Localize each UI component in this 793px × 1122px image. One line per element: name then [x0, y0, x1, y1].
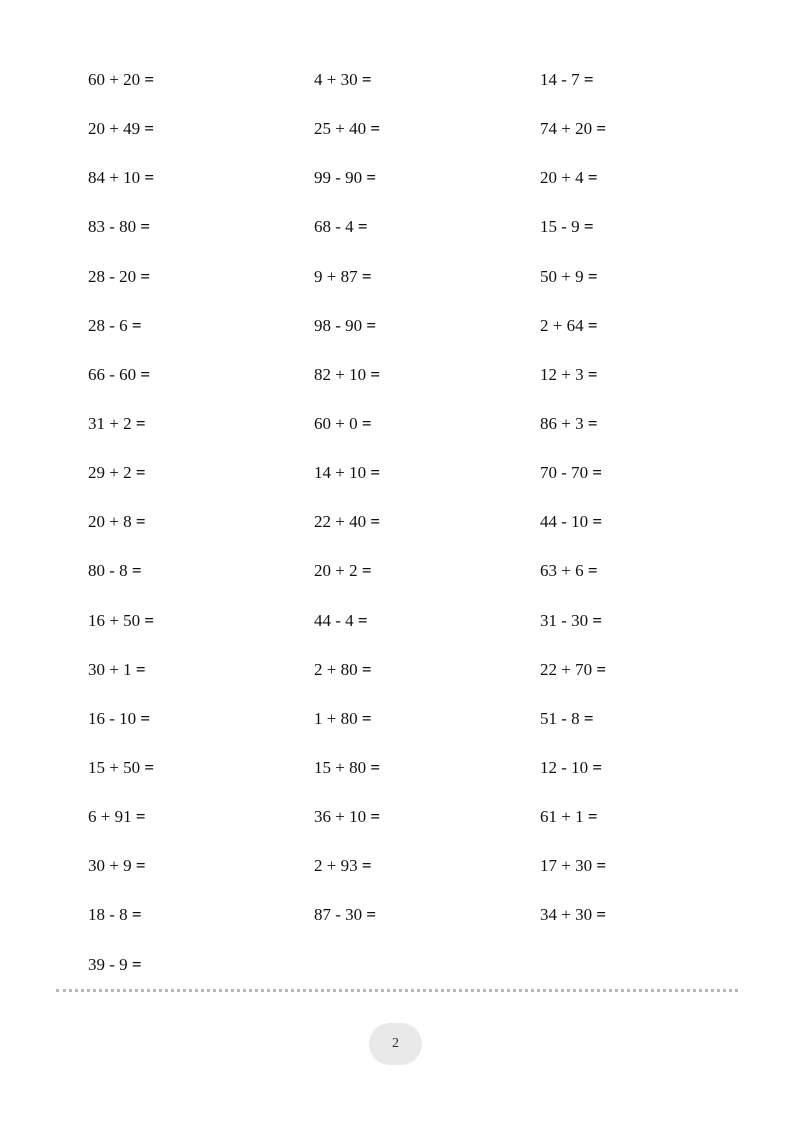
math-problem — [88, 461, 314, 510]
problem-expression: 12 - 10 — [540, 757, 589, 777]
problem-expression: 28 - 6 — [88, 315, 128, 335]
problem-expression: 39 - 9 — [88, 954, 128, 974]
problem-expression: 87 - 30 — [314, 905, 363, 925]
equals-sign: = — [144, 168, 155, 188]
math-problem — [314, 412, 540, 461]
equals-sign: = — [587, 315, 598, 335]
problem-expression: 20 + 4 — [540, 168, 584, 188]
equals-sign: = — [135, 807, 146, 827]
math-problem — [88, 658, 314, 707]
equals-sign: = — [361, 708, 372, 728]
math-problem — [314, 68, 540, 117]
math-problem — [314, 265, 540, 314]
equals-sign: = — [361, 659, 372, 679]
math-problem — [88, 559, 314, 608]
equals-sign: = — [370, 463, 381, 483]
math-problem — [314, 510, 540, 559]
math-problem — [314, 215, 540, 264]
problem-expression: 98 - 90 — [314, 315, 363, 335]
problem-expression: 31 - 30 — [540, 610, 589, 630]
math-problem — [88, 314, 314, 363]
equals-sign: = — [587, 168, 598, 188]
problem-expression: 2 + 93 — [314, 856, 358, 876]
equals-sign: = — [361, 413, 372, 433]
equals-sign: = — [596, 905, 607, 925]
equals-sign: = — [587, 807, 598, 827]
math-problem — [314, 805, 540, 854]
math-problem — [314, 363, 540, 412]
math-problem — [88, 903, 314, 952]
problem-expression: 74 + 20 — [540, 119, 593, 139]
math-problem — [314, 559, 540, 608]
problem-expression: 30 + 9 — [88, 856, 132, 876]
math-problem — [540, 658, 748, 707]
math-problem — [88, 953, 314, 1002]
math-problem — [540, 510, 748, 559]
problem-expression: 25 + 40 — [314, 119, 367, 139]
problem-expression: 22 + 40 — [314, 512, 367, 532]
math-problem — [540, 756, 748, 805]
problem-expression: 30 + 1 — [88, 659, 132, 679]
problem-expression: 15 - 9 — [540, 217, 580, 237]
equals-sign: = — [592, 610, 603, 630]
math-problem — [314, 854, 540, 903]
equals-sign: = — [131, 561, 142, 581]
math-problem — [314, 461, 540, 510]
equals-sign: = — [131, 905, 142, 925]
math-problem — [88, 707, 314, 756]
problem-expression: 50 + 9 — [540, 266, 584, 286]
equals-sign: = — [144, 70, 155, 89]
math-problem — [540, 559, 748, 608]
equals-sign: = — [140, 364, 151, 384]
math-problem — [314, 707, 540, 756]
equals-sign: = — [592, 463, 603, 483]
equals-sign: = — [357, 610, 368, 630]
problem-expression: 63 + 6 — [540, 561, 584, 581]
problem-expression: 82 + 10 — [314, 364, 367, 384]
problem-expression: 2 + 64 — [540, 315, 584, 335]
equals-sign: = — [140, 266, 151, 286]
page-number-badge: 2 — [369, 1023, 422, 1065]
problem-expression: 12 + 3 — [540, 364, 584, 384]
math-problem — [540, 68, 748, 117]
math-problem — [314, 314, 540, 363]
math-problem — [314, 903, 540, 952]
math-problem — [540, 314, 748, 363]
problem-expression: 83 - 80 — [88, 217, 137, 237]
math-problem — [540, 117, 748, 166]
problem-expression: 60 + 20 — [88, 70, 141, 89]
math-problem — [88, 215, 314, 264]
problem-expression: 20 + 2 — [314, 561, 358, 581]
equals-sign: = — [135, 856, 146, 876]
problem-expression: 80 - 8 — [88, 561, 128, 581]
math-problem — [88, 363, 314, 412]
problem-expression: 36 + 10 — [314, 807, 367, 827]
math-problem — [88, 265, 314, 314]
math-problem — [88, 805, 314, 854]
equals-sign: = — [361, 561, 372, 581]
problem-expression: 20 + 8 — [88, 512, 132, 532]
equals-sign: = — [587, 561, 598, 581]
equals-sign: = — [361, 266, 372, 286]
equals-sign: = — [583, 217, 594, 237]
equals-sign: = — [587, 266, 598, 286]
problem-expression: 17 + 30 — [540, 856, 593, 876]
math-problem — [88, 412, 314, 461]
problem-expression: 86 + 3 — [540, 413, 584, 433]
math-problem — [540, 707, 748, 756]
math-problem — [540, 412, 748, 461]
math-problem — [540, 609, 748, 658]
equals-sign: = — [596, 856, 607, 876]
equals-sign: = — [144, 610, 155, 630]
math-problem — [88, 117, 314, 166]
problem-grid — [88, 68, 748, 1002]
equals-sign: = — [135, 463, 146, 483]
math-problem — [88, 854, 314, 903]
equals-sign: = — [366, 905, 377, 925]
problem-expression: 28 - 20 — [88, 266, 137, 286]
problem-expression: 60 + 0 — [314, 413, 358, 433]
problem-expression: 68 - 4 — [314, 217, 354, 237]
equals-sign: = — [370, 807, 381, 827]
math-problem — [314, 609, 540, 658]
equals-sign: = — [583, 708, 594, 728]
problem-expression: 29 + 2 — [88, 463, 132, 483]
equals-sign: = — [144, 119, 155, 139]
problem-expression: 51 - 8 — [540, 708, 580, 728]
problem-expression: 6 + 91 — [88, 807, 132, 827]
equals-sign: = — [131, 954, 142, 974]
math-problem — [88, 166, 314, 215]
dotted-divider — [56, 989, 738, 992]
equals-sign: = — [144, 757, 155, 777]
problem-expression: 14 + 10 — [314, 463, 367, 483]
equals-sign: = — [366, 168, 377, 188]
equals-sign: = — [587, 413, 598, 433]
equals-sign: = — [370, 364, 381, 384]
problem-expression: 20 + 49 — [88, 119, 141, 139]
equals-sign: = — [587, 364, 598, 384]
equals-sign: = — [583, 70, 594, 89]
equals-sign: = — [596, 659, 607, 679]
problem-expression: 66 - 60 — [88, 364, 137, 384]
math-problem — [88, 510, 314, 559]
math-problem — [540, 215, 748, 264]
equals-sign: = — [592, 512, 603, 532]
problem-expression: 99 - 90 — [314, 168, 363, 188]
problem-expression: 4 + 30 — [314, 70, 358, 89]
problem-expression: 9 + 87 — [314, 266, 358, 286]
math-problem — [540, 363, 748, 412]
equals-sign: = — [370, 757, 381, 777]
math-problem — [314, 166, 540, 215]
problem-expression: 61 + 1 — [540, 807, 584, 827]
equals-sign: = — [370, 119, 381, 139]
problem-expression: 15 + 50 — [88, 757, 141, 777]
problem-expression: 44 - 4 — [314, 610, 354, 630]
math-problem — [540, 461, 748, 510]
problem-expression: 2 + 80 — [314, 659, 358, 679]
math-problem — [540, 265, 748, 314]
problem-expression: 84 + 10 — [88, 168, 141, 188]
equals-sign: = — [357, 217, 368, 237]
math-problem — [540, 903, 748, 952]
math-problem — [314, 756, 540, 805]
problem-expression: 44 - 10 — [540, 512, 589, 532]
math-problem — [540, 166, 748, 215]
problem-expression: 14 - 7 — [540, 70, 580, 89]
problem-expression: 16 + 50 — [88, 610, 141, 630]
equals-sign: = — [135, 512, 146, 532]
problem-expression: 15 + 80 — [314, 757, 367, 777]
math-problem — [540, 805, 748, 854]
equals-sign: = — [596, 119, 607, 139]
equals-sign: = — [131, 315, 142, 335]
equals-sign: = — [366, 315, 377, 335]
problem-expression: 22 + 70 — [540, 659, 593, 679]
math-problem — [88, 609, 314, 658]
math-problem — [540, 854, 748, 903]
equals-sign: = — [592, 757, 603, 777]
equals-sign: = — [370, 512, 381, 532]
math-problem — [88, 756, 314, 805]
problem-expression: 18 - 8 — [88, 905, 128, 925]
math-problem — [314, 117, 540, 166]
problem-expression: 34 + 30 — [540, 905, 593, 925]
problem-expression: 16 - 10 — [88, 708, 137, 728]
equals-sign: = — [140, 217, 151, 237]
equals-sign: = — [361, 70, 372, 89]
equals-sign: = — [361, 856, 372, 876]
equals-sign: = — [135, 659, 146, 679]
problem-expression: 31 + 2 — [88, 413, 132, 433]
equals-sign: = — [140, 708, 151, 728]
equals-sign: = — [135, 413, 146, 433]
math-problem — [314, 658, 540, 707]
problem-expression: 70 - 70 — [540, 463, 589, 483]
math-problem — [88, 68, 314, 117]
problem-expression: 1 + 80 — [314, 708, 358, 728]
